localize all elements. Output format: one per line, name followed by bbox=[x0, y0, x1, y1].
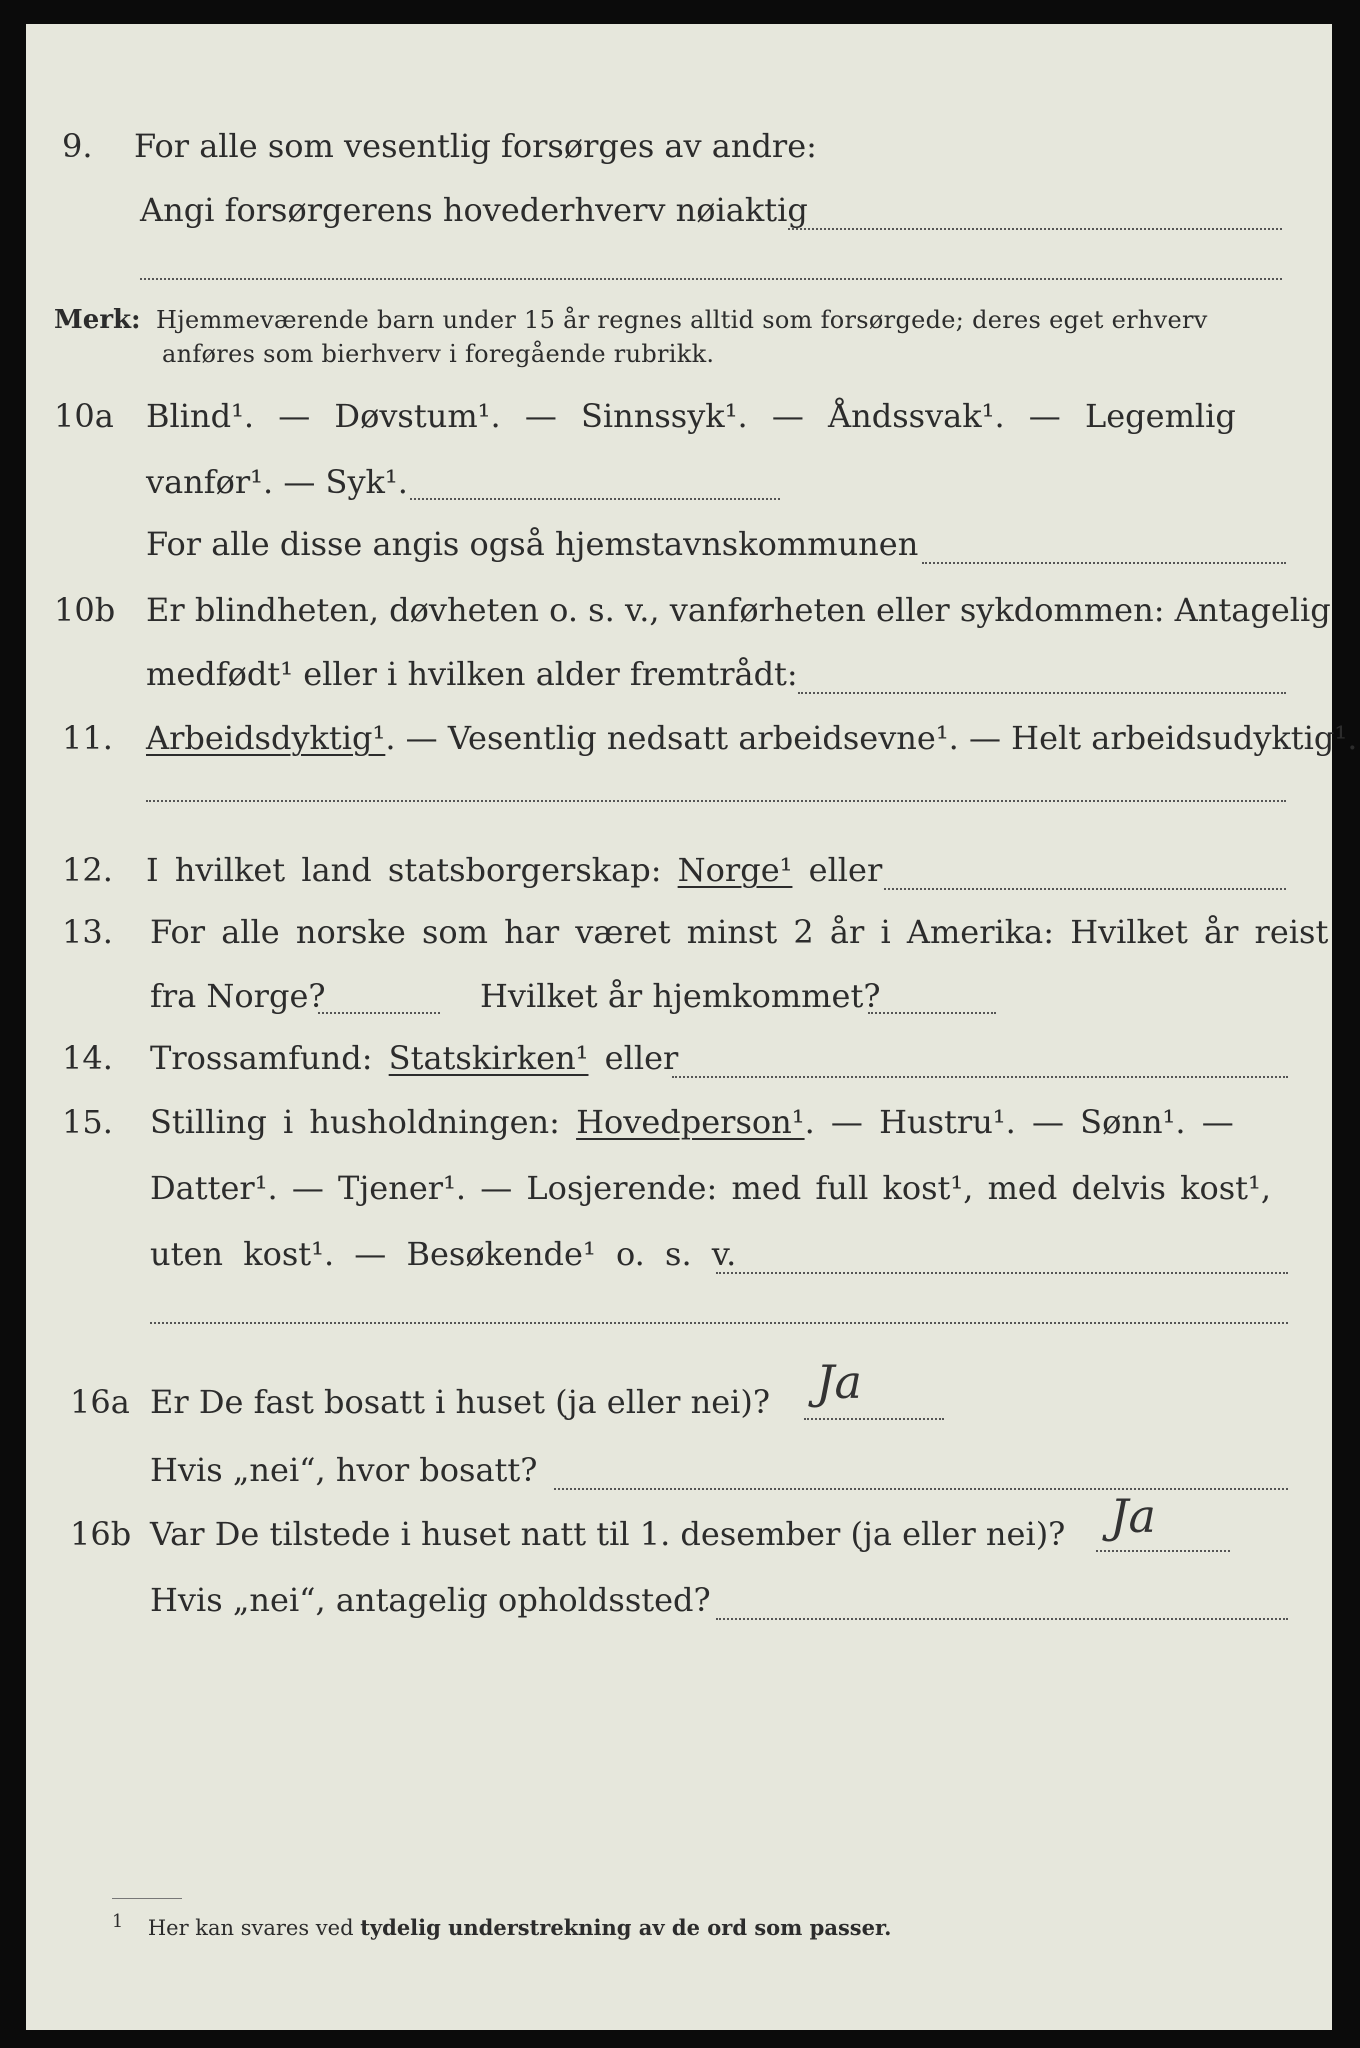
question-11 bbox=[26, 712, 1358, 764]
underlined-answer: Arbeidsdyktig¹ bbox=[146, 719, 386, 757]
footnote bbox=[112, 1912, 891, 1940]
answer-dotted-line[interactable] bbox=[672, 1076, 1288, 1078]
note-text: anføres som bierhverv i foregående rubrikk. bbox=[162, 340, 715, 368]
answer-dotted-line[interactable] bbox=[788, 228, 1282, 230]
question-text-pre: Stilling i husholdningen: bbox=[150, 1103, 560, 1141]
answer-dotted-line[interactable] bbox=[554, 1488, 1288, 1490]
question-10a-line-2 bbox=[26, 456, 1332, 508]
question-text: Datter¹. — Tjener¹. — Losjerende: med full kost¹, med delvis kost¹, bbox=[150, 1169, 1272, 1207]
answer-dotted-line[interactable] bbox=[318, 1012, 440, 1014]
handwritten-answer: Ja bbox=[1110, 1489, 1156, 1543]
question-text bbox=[150, 1096, 1234, 1148]
underlined-answer: Norge¹ bbox=[677, 851, 793, 889]
question-text: Hvis „nei“, antagelig opholdssted? bbox=[150, 1581, 711, 1619]
question-13 bbox=[26, 906, 1332, 958]
question-text: fra Norge? bbox=[150, 977, 326, 1015]
question-16b bbox=[26, 1489, 1332, 1560]
question-10b bbox=[26, 584, 1332, 636]
question-text-pre: I hvilket land statsborgerskap: bbox=[146, 851, 662, 889]
footnote-rule bbox=[112, 1898, 182, 1899]
question-text: Var De tilstede i huset natt til 1. desember (ja eller nei)? bbox=[150, 1515, 1066, 1553]
answer-dotted-line[interactable] bbox=[884, 888, 1286, 890]
footnote-bold-text: tydelig understrekning av de ord som passer. bbox=[360, 1915, 892, 1940]
question-text: medfødt¹ eller i hvilken alder fremtrådt: bbox=[146, 655, 798, 693]
question-10b-line-2 bbox=[26, 648, 1332, 700]
question-text: Hvis „nei“, hvor bosatt? bbox=[150, 1451, 538, 1489]
answer-dotted-line[interactable] bbox=[716, 1272, 1288, 1274]
note-text: Hjemmeværende barn under 15 år regnes alltid som forsørgede; deres eget erhverv bbox=[156, 306, 1208, 334]
question-text: For alle som vesentlig forsørges av andre: bbox=[134, 127, 817, 165]
question-text-pre: Trossamfund: bbox=[150, 1039, 373, 1077]
census-form-page bbox=[26, 24, 1358, 2030]
question-15-line-2 bbox=[26, 1162, 1332, 1214]
question-text bbox=[146, 844, 882, 896]
question-number: 16b bbox=[70, 1515, 132, 1553]
question-number: 15. bbox=[62, 1103, 113, 1141]
question-15 bbox=[26, 1096, 1332, 1148]
question-14 bbox=[26, 1032, 1332, 1084]
note-label: Merk: bbox=[54, 305, 141, 335]
question-text: For alle norske som har været minst 2 år i Amerika: Hvilket år reist bbox=[150, 913, 1329, 951]
question-number: 14. bbox=[62, 1039, 113, 1077]
question-9 bbox=[26, 120, 1332, 172]
question-text bbox=[146, 712, 1357, 764]
question-number: 10b bbox=[54, 591, 116, 629]
question-text: Hvilket år hjemkommet? bbox=[480, 977, 881, 1015]
underlined-answer: Hovedperson¹ bbox=[576, 1103, 805, 1141]
answer-dotted-line[interactable] bbox=[410, 498, 780, 500]
answer-dotted-line[interactable] bbox=[146, 800, 1286, 802]
answer-dotted-line[interactable] bbox=[150, 1322, 1288, 1324]
question-text: Er De fast bosatt i huset (ja eller nei)? bbox=[150, 1383, 771, 1421]
underlined-answer: Statskirken¹ bbox=[388, 1039, 589, 1077]
question-text-post: eller bbox=[604, 1039, 679, 1077]
question-9-line-2 bbox=[26, 184, 1332, 236]
question-text-rest: . — Vesentlig nedsatt arbeidsevne¹. — Helt arbeidsudyktig¹. bbox=[385, 719, 1358, 757]
answer-dotted-line[interactable] bbox=[922, 562, 1286, 564]
question-10a-line-3 bbox=[26, 518, 1332, 570]
question-16a bbox=[26, 1355, 1332, 1428]
footnote-mark: 1 bbox=[112, 1912, 124, 1932]
question-number: 12. bbox=[62, 851, 113, 889]
question-text: uten kost¹. — Besøkende¹ o. s. v. bbox=[150, 1235, 737, 1273]
answer-dotted-line[interactable] bbox=[868, 1012, 996, 1014]
question-text: vanfør¹. — Syk¹. bbox=[146, 463, 408, 501]
question-15-line-3 bbox=[26, 1228, 1332, 1280]
question-number: 16a bbox=[70, 1383, 130, 1421]
question-text-post: . — Hustru¹. — Sønn¹. — bbox=[804, 1103, 1234, 1141]
question-number: 13. bbox=[62, 913, 113, 951]
question-text-post: eller bbox=[808, 851, 883, 889]
question-10a bbox=[26, 390, 1332, 442]
question-text: For alle disse angis også hjemstavnskommunen bbox=[146, 525, 919, 563]
answer-dotted-line[interactable] bbox=[1096, 1550, 1230, 1552]
answer-dotted-line[interactable] bbox=[140, 278, 1282, 280]
question-number: 10a bbox=[54, 397, 114, 435]
handwritten-answer: Ja bbox=[816, 1355, 862, 1409]
question-text: Er blindheten, døvheten o. s. v., vanførheten eller sykdommen: Antagelig bbox=[146, 591, 1331, 629]
question-text: Blind¹. — Døvstum¹. — Sinnssyk¹. — Åndssvak¹. — Legemlig bbox=[146, 397, 1236, 435]
answer-dotted-line[interactable] bbox=[798, 692, 1286, 694]
answer-dotted-line[interactable] bbox=[804, 1418, 944, 1420]
answer-dotted-line[interactable] bbox=[716, 1618, 1288, 1620]
footnote-text: Her kan svares ved bbox=[147, 1916, 354, 1940]
question-13-line-2 bbox=[26, 970, 1332, 1022]
question-text bbox=[150, 1032, 678, 1084]
question-16b-line-2 bbox=[26, 1574, 1332, 1626]
question-text: Angi forsørgerens hovederhverv nøiaktig bbox=[140, 191, 808, 229]
question-number: 9. bbox=[62, 127, 93, 165]
question-12 bbox=[26, 844, 1332, 896]
question-number: 11. bbox=[62, 719, 113, 757]
